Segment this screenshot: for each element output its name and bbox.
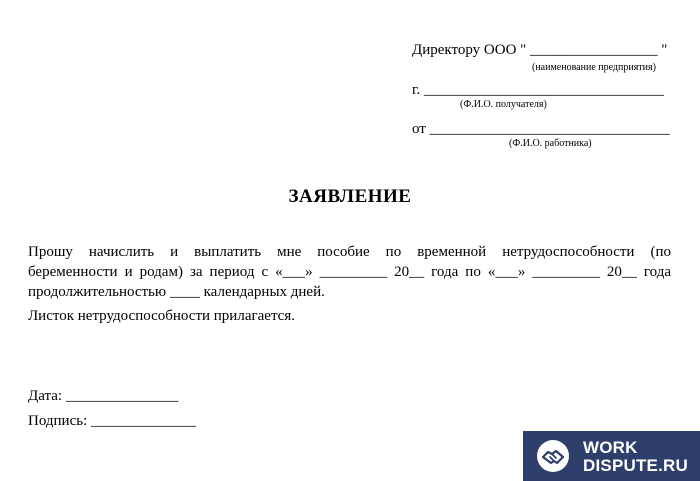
body-line-1: Прошу начислить и выплатить мне пособие по временной нетрудоспособности (по (28, 244, 671, 260)
brand-line-1: WORK (583, 438, 638, 457)
attachment-note: Листок нетрудоспособности прилагается. (28, 308, 295, 324)
brand-line-2: DISPUTE.RU (583, 456, 688, 475)
city-line: г. ________________________________ (412, 82, 664, 98)
body-line-3: продолжительностью ____ календарных дней. (28, 284, 325, 300)
from-line: от ________________________________ (412, 121, 670, 137)
handshake-icon (537, 440, 569, 472)
org-caption: (наименование предприятия) (532, 62, 656, 73)
brand-logo[interactable] (523, 431, 700, 481)
document-title: ЗАЯВЛЕНИЕ (288, 186, 412, 207)
employee-caption: (Ф.И.О. работника) (509, 138, 592, 149)
recipient-caption: (Ф.И.О. получателя) (460, 99, 547, 110)
date-line: Дата: _______________ (28, 388, 179, 404)
signature-line: Подпись: ______________ (28, 413, 197, 429)
body-line-2: беременности и родам) за период с «___» _________ 20__ года по «___» _________ 20__ года (28, 264, 671, 280)
director-line: Директору ООО " _________________ " (412, 42, 668, 58)
